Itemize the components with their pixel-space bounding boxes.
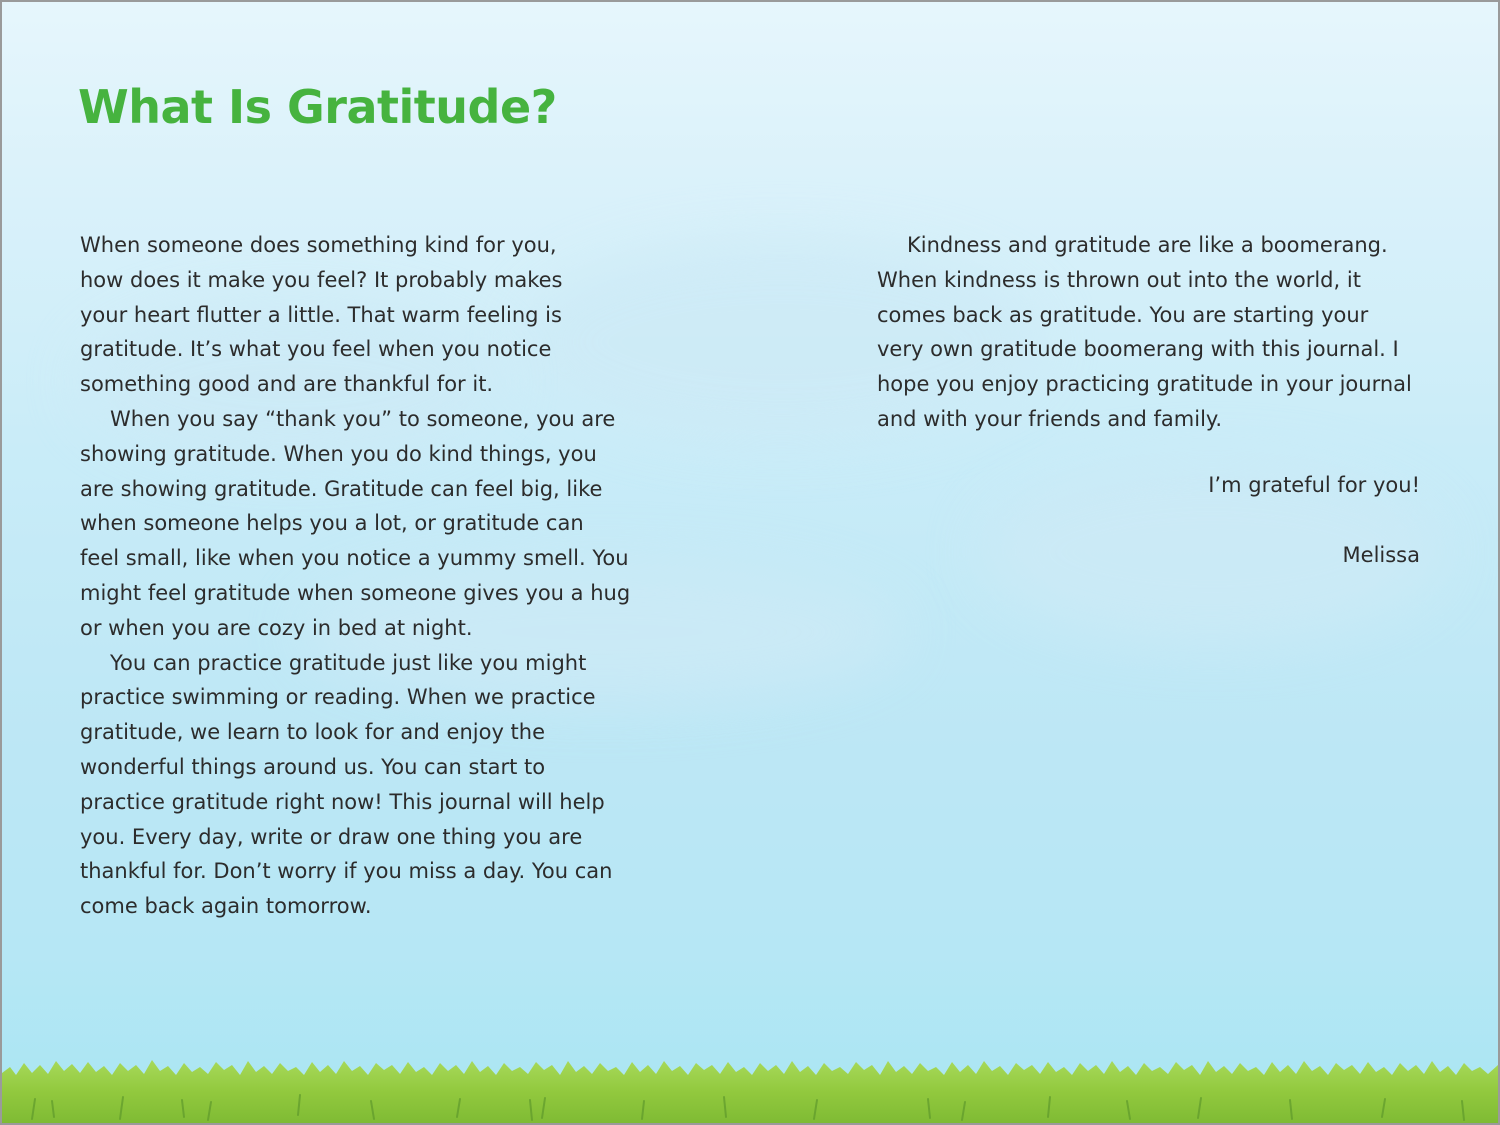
text-line: very own gratitude boomerang with this journal. I bbox=[877, 337, 1399, 362]
text-line: and with your friends and family. bbox=[877, 406, 1223, 431]
text-line: or when you are cozy in bed at night. bbox=[80, 615, 473, 640]
text-line: You can practice gratitude just like you might bbox=[110, 650, 587, 675]
grass-illustration bbox=[2, 1027, 1498, 1123]
text-line: Kindness and gratitude are like a boomerang. bbox=[907, 233, 1388, 257]
text-line: When someone does something kind for you, bbox=[80, 233, 557, 257]
text-line: practice gratitude right now! This journal will help bbox=[80, 789, 605, 814]
text-line: your heart flutter a little. That warm feeling is bbox=[80, 302, 562, 327]
text-line: thankful for. Don’t worry if you miss a day. You can bbox=[80, 859, 613, 884]
text-line: gratitude, we learn to look for and enjoy the bbox=[80, 720, 546, 745]
right-text-column bbox=[877, 228, 1429, 437]
text-line: something good and are thankful for it. bbox=[80, 372, 494, 397]
left-text-column bbox=[80, 228, 640, 924]
text-line: are showing gratitude. Gratitude can feel big, like bbox=[80, 476, 603, 501]
text-line: showing gratitude. When you do kind things, you bbox=[80, 441, 597, 466]
text-line: when someone helps you a lot, or gratitude can bbox=[80, 511, 584, 536]
text-line: practice swimming or reading. When we practice bbox=[80, 685, 596, 710]
text-line: how does it make you feel? It probably makes bbox=[80, 267, 563, 292]
text-line: wonderful things around us. You can start to bbox=[80, 754, 546, 779]
text-line: gratitude. It’s what you feel when you notice bbox=[80, 337, 552, 362]
author-signature: Melissa bbox=[1342, 543, 1420, 567]
text-line: When you say “thank you” to someone, you are bbox=[110, 406, 616, 431]
closing-line: I’m grateful for you! bbox=[1208, 473, 1420, 497]
paragraph-practice-gratitude bbox=[80, 646, 640, 924]
grass-field bbox=[2, 1060, 1498, 1123]
paragraph-showing-gratitude bbox=[80, 402, 640, 646]
text-line: come back again tomorrow. bbox=[80, 894, 372, 919]
text-line: comes back as gratitude. You are starting your bbox=[877, 302, 1369, 327]
text-line: feel small, like when you notice a yummy smell. You bbox=[80, 546, 629, 571]
text-line: When kindness is thrown out into the world, it bbox=[877, 267, 1361, 292]
text-line: might feel gratitude when someone gives you a hug bbox=[80, 580, 631, 605]
text-line: hope you enjoy practicing gratitude in your journal bbox=[877, 372, 1412, 397]
paragraph-what-is-gratitude bbox=[80, 228, 640, 402]
text-line: you. Every day, write or draw one thing you are bbox=[80, 824, 583, 849]
paragraph-boomerang bbox=[877, 228, 1429, 437]
page-title: What Is Gratitude? bbox=[78, 80, 557, 134]
